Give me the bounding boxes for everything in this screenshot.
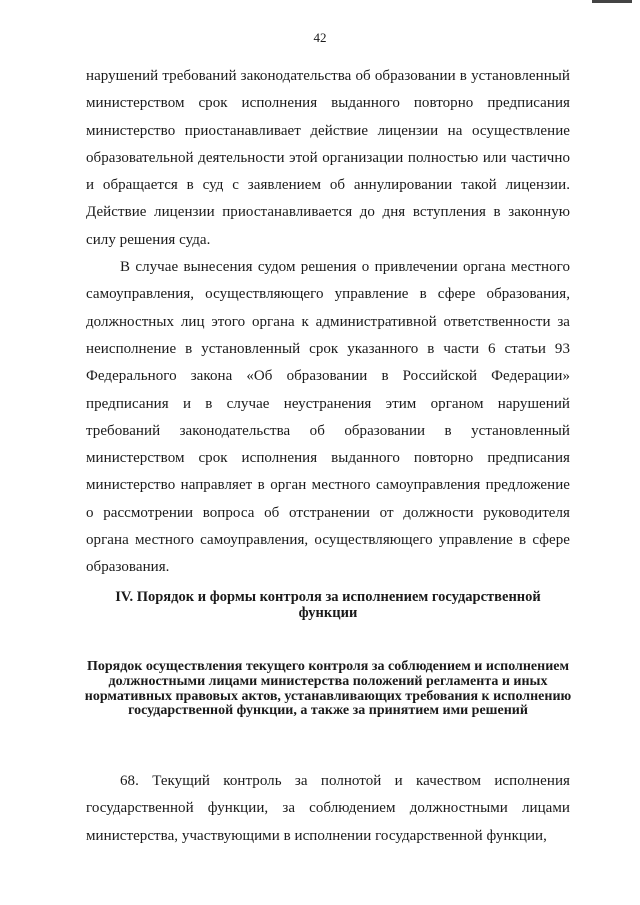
body-text: [86, 63, 570, 582]
section-heading: IV. Порядок и формы контроля за исполнением государственной функции: [115, 589, 541, 621]
subsection-heading: Порядок осуществления текущего контроля за соблюдением и исполнением должностными лицами министерства положений регламента и иных нормативных правовых актов, устанавливающих требования к исполнению государственной функции, а также за принятием ими решений: [84, 659, 572, 719]
body-text-68: [86, 768, 570, 850]
paragraph-continuation: нарушений требований законодательства об образовании в установленный министерством срок исполнения выданного повторно предписания министерство приостанавливает действие лицензии на осуществление образовательной деятельности этой организации полностью или частично и обращается в суд с заявлением об аннулировании такой лицензии. Действие лицензии приостанавливается до дня вступления в законную силу решения суда.: [86, 68, 570, 248]
paragraph-68: 68. Текущий контроль за полнотой и качеством исполнения государственной функции, за соблюдением должностными лицами министерства, участвующими в исполнении государственной функции,: [86, 773, 570, 844]
page-number: 42: [313, 30, 327, 45]
scan-edge-mark: [592, 0, 632, 3]
paragraph-court-decision: В случае вынесения судом решения о привлечении органа местного самоуправления, осуществляющего управление в сфере образования, должностных лиц этого органа к административной ответственности за неисполнение в установленный срок указанного в части 6 статьи 93 Федерального закона «Об образовании в Российской Федерации» предписания и в случае неустранения этим органом нарушений требований законодательства об образовании в установленный министерством срок исполнения выданного повторно предписания министерство направляет в орган местного самоуправления предложение о рассмотрении вопроса об отстранении от должности руководителя органа местного самоуправления, осуществляющего управление в сфере образования.: [86, 259, 570, 576]
